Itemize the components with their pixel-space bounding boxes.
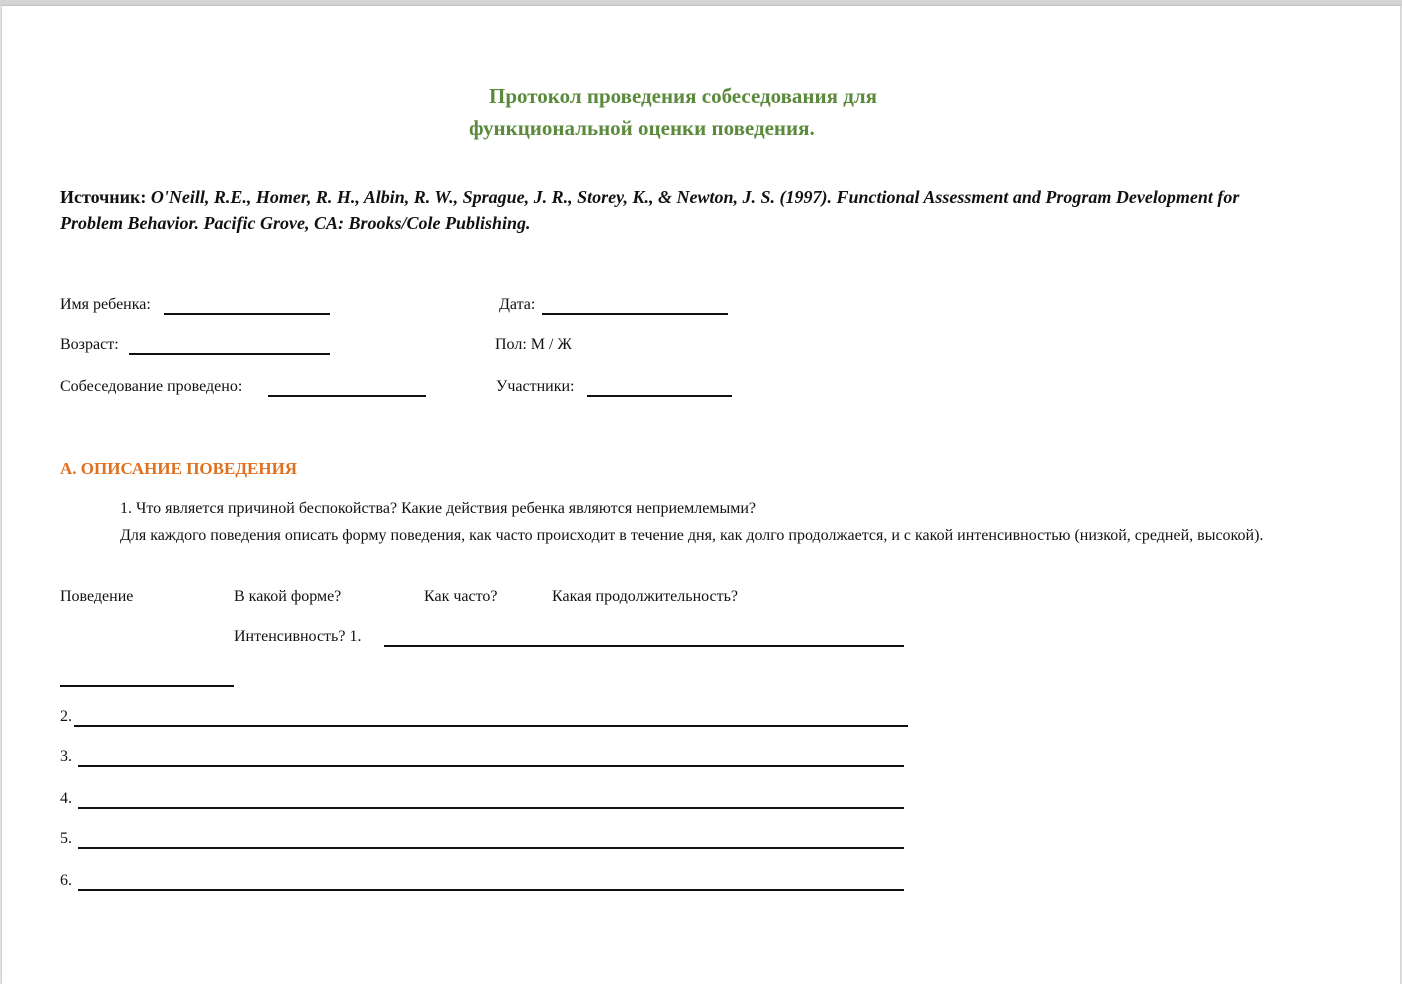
- row-1-line[interactable]: [384, 645, 904, 647]
- date-line[interactable]: [542, 313, 728, 315]
- instruction-text: Для каждого поведения описать форму поведения, как часто происходит в течение дня, как долго продолжается, и с какой интенсивностью (низкой, средней, высокой).: [120, 527, 1264, 544]
- participants-line[interactable]: [587, 395, 732, 397]
- title-line-2: функциональной оценки поведения.: [469, 116, 815, 140]
- row-3-number: 3.: [60, 748, 72, 765]
- col-behavior: Поведение: [60, 588, 134, 605]
- child-name-label: Имя ребенка:: [60, 296, 151, 313]
- row-6-line[interactable]: [78, 889, 904, 891]
- row-3-line[interactable]: [78, 765, 904, 767]
- row-2-number: 2.: [60, 708, 72, 725]
- col-form: В какой форме?: [234, 588, 342, 605]
- row-1-continuation-line[interactable]: [60, 685, 234, 687]
- child-name-line[interactable]: [164, 313, 330, 315]
- col-intensity-row-1: Интенсивность? 1.: [234, 628, 362, 645]
- source-text: O'Neill, R.E., Homer, R. H., Albin, R. W., Sprague, J. R., Storey, K., & Newton, J. S. (1997). Functional Assessment and Program Development for Problem Behavior. Pacific Grove, CA: Brooks/Cole Publishing.: [60, 187, 1240, 233]
- sex-label: Пол: М / Ж: [495, 336, 572, 353]
- col-frequency: Как часто?: [424, 588, 498, 605]
- document-page: [2, 6, 1400, 984]
- age-line[interactable]: [129, 353, 330, 355]
- interviewer-label: Собеседование проведено:: [60, 378, 243, 395]
- row-6-number: 6.: [60, 872, 72, 889]
- source-citation: [60, 184, 1280, 236]
- section-a-heading: А. ОПИСАНИЕ ПОВЕДЕНИЯ: [60, 459, 298, 478]
- col-duration: Какая продолжительность?: [552, 588, 739, 605]
- title-line-1: Протокол проведения собеседования для: [489, 84, 878, 108]
- question-1: 1. Что является причиной беспокойства? Какие действия ребенка являются неприемлемыми?: [120, 500, 756, 517]
- interviewer-line[interactable]: [268, 395, 426, 397]
- row-4-number: 4.: [60, 790, 72, 807]
- participants-label: Участники:: [496, 378, 575, 395]
- row-5-line[interactable]: [78, 847, 904, 849]
- row-2-line[interactable]: [74, 725, 908, 727]
- date-label: Дата:: [499, 296, 536, 313]
- row-5-number: 5.: [60, 830, 72, 847]
- age-label: Возраст:: [60, 336, 119, 353]
- row-4-line[interactable]: [78, 807, 904, 809]
- source-label: Источник:: [60, 187, 147, 207]
